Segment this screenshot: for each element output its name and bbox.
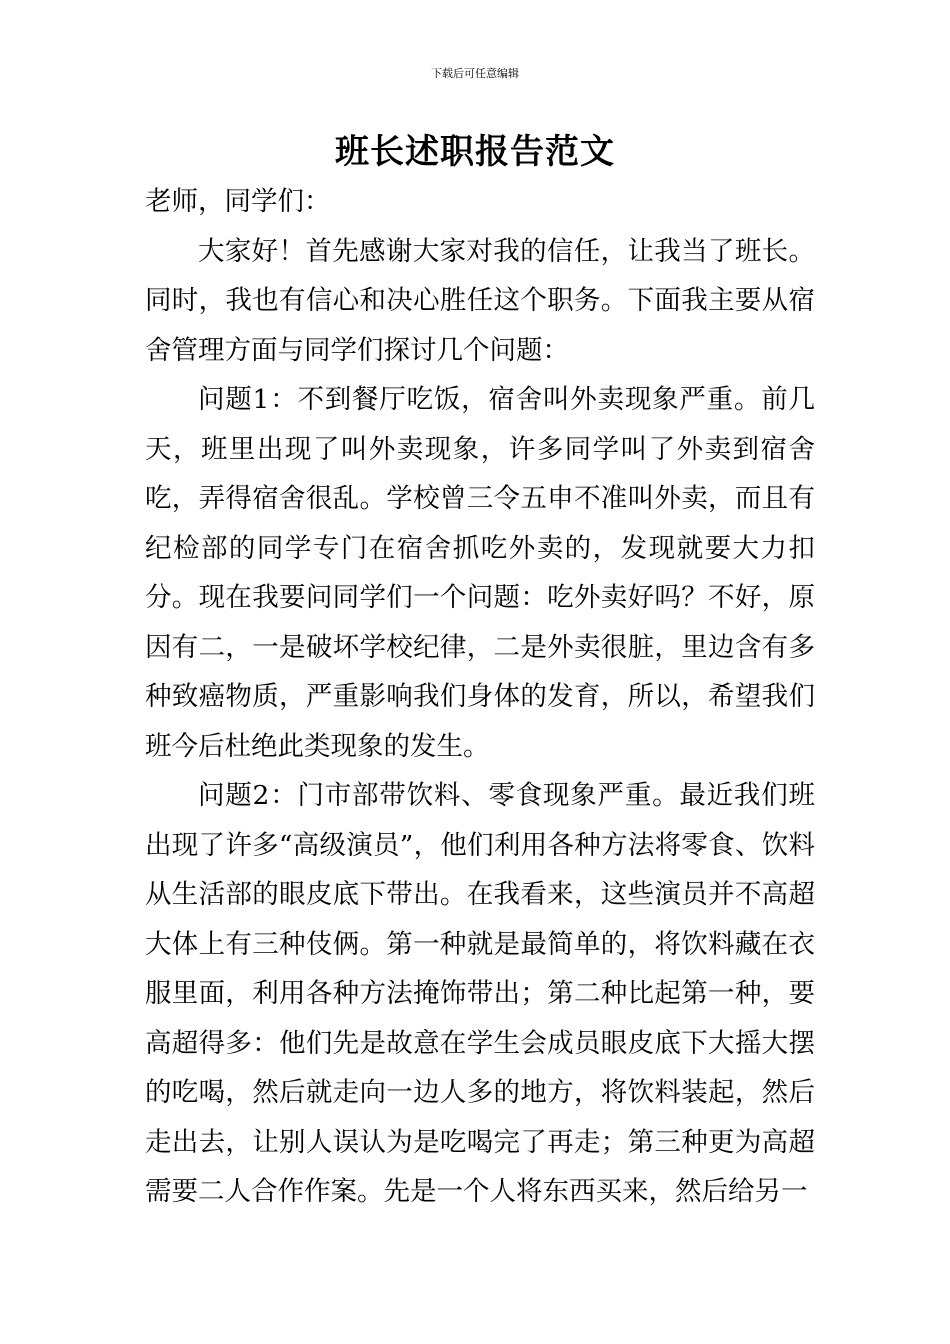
header-note: 下载后可任意编辑 bbox=[431, 67, 519, 80]
document-body bbox=[145, 177, 815, 1217]
paragraph-issue-1: 问题1：不到餐厅吃饭，宿舍叫外卖现象严重。前几天，班里出现了叫外卖现象，许多同学叫了外卖到宿舍吃，弄得宿舍很乱。学校曾三令五申不准叫外卖，而且有纪检部的同学专门在宿舍抓吃外卖的，发现就要大力扣分。现在我要问同学们一个问题：吃外卖好吗？不好，原因有二，一是破坏学校纪律，二是外卖很脏，里边含有多种致癌物质，严重影响我们身体的发育，所以，希望我们班今后杜绝此类现象的发生。 bbox=[145, 384, 815, 762]
paragraph-issue-2: 问题2：门市部带饮料、零食现象严重。最近我们班出现了许多“高级演员”，他们利用各种方法将零食、饮料从生活部的眼皮底下带出。在我看来，这些演员并不高超大体上有三种伎俩。第一种就是最简单的，将饮料藏在衣服里面，利用各种方法掩饰带出；第二种比起第一种，要高超得多：他们先是故意在学生会成员眼皮底下大摇大摆的吃喝，然后就走向一边人多的地方，将饮料装起，然后走出去，让别人误认为是吃喝完了再走；第三种更为高超需要二人合作作案。先是一个人将东西买来，然后给另一 bbox=[145, 780, 815, 1207]
document-title: 班长述职报告范文 bbox=[335, 132, 615, 172]
salutation: 老师，同学们： bbox=[145, 186, 331, 217]
paragraph-greeting: 大家好！首先感谢大家对我的信任，让我当了班长。同时，我也有信心和决心胜任这个职务。下面我主要从宿舍管理方面与同学们探讨几个问题： bbox=[145, 235, 815, 366]
